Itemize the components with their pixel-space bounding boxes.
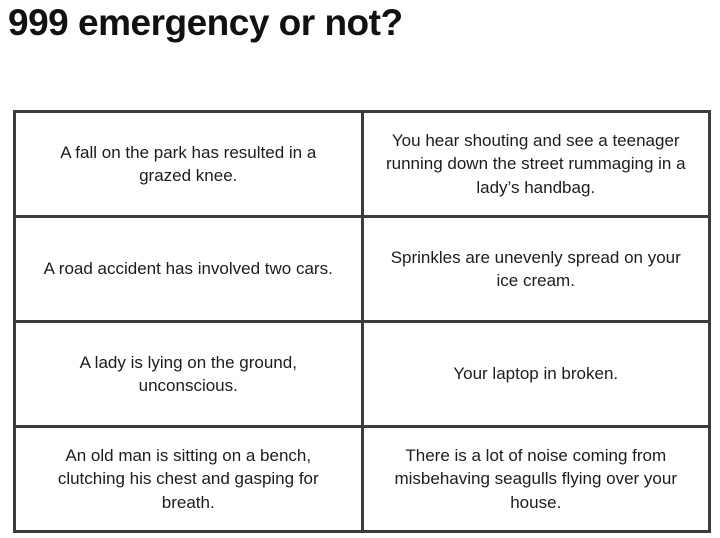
scenario-cell: A road accident has involved two cars. xyxy=(15,217,363,322)
scenario-cell: A fall on the park has resulted in a grazed knee. xyxy=(15,112,363,217)
scenario-cell: Your laptop in broken. xyxy=(362,322,710,427)
table-row xyxy=(15,112,710,217)
table-row xyxy=(15,217,710,322)
scenario-table xyxy=(13,110,711,533)
scenario-cell: A lady is lying on the ground, unconscious. xyxy=(15,322,363,427)
scenario-cell: Sprinkles are unevenly spread on your ice cream. xyxy=(362,217,710,322)
page-title: 999 emergency or not? xyxy=(8,2,403,43)
scenario-cell: You hear shouting and see a teenager running down the street rummaging in a lady’s handbag. xyxy=(362,112,710,217)
scenario-cell: An old man is sitting on a bench, clutching his chest and gasping for breath. xyxy=(15,427,363,532)
table-row xyxy=(15,322,710,427)
scenario-cell: There is a lot of noise coming from misbehaving seagulls flying over your house. xyxy=(362,427,710,532)
table-row xyxy=(15,427,710,532)
